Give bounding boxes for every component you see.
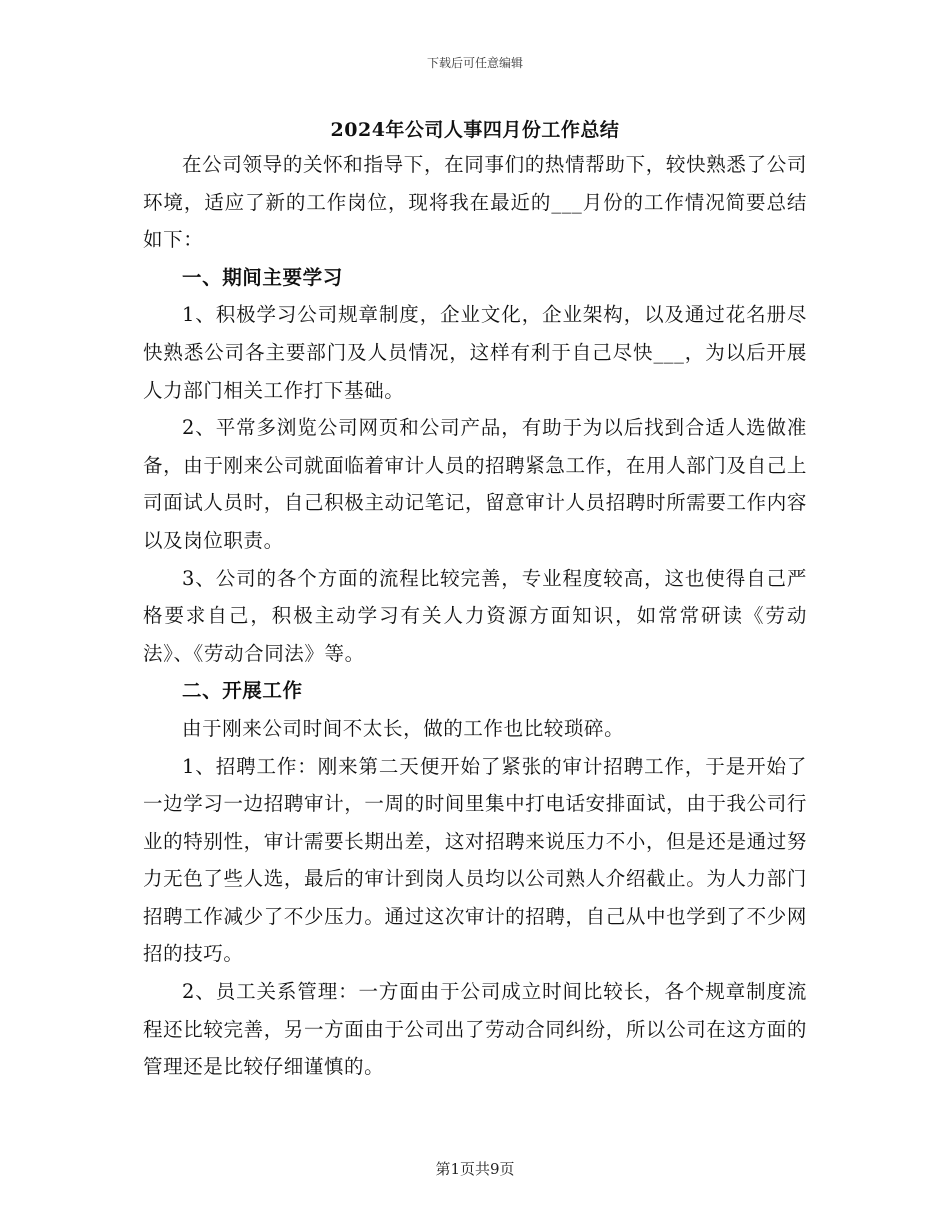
intro-paragraph: 在公司领导的关怀和指导下，在同事们的热情帮助下，较快熟悉了公司环境，适应了新的工作岗位，现将我在最近的___月份的工作情况简要总结如下：: [143, 153, 807, 252]
study-item-3: 3、公司的各个方面的流程比较完善，专业程度较高，这也使得自己严格要求自己，积极主动学习有关人力资源方面知识，如常常研读《劳动法》、《劳动合同法》等。: [143, 566, 807, 665]
document-body: [143, 146, 807, 1086]
work-intro-paragraph: 由于刚来公司时间不太长，做的工作也比较琐碎。: [182, 716, 625, 740]
work-item-recruitment: 1、招聘工作：刚来第二天便开始了紧张的审计招聘工作，于是开始了一边学习一边招聘审计，一周的时间里集中打电话安排面试，由于我公司行业的特别性，审计需要长期出差，这对招聘来说压力不小，但是还是通过努力无色了些人选，最后的审计到岗人员均以公司熟人介绍截止。为人力部门招聘工作减少了不少压力。通过这次审计的招聘，自己从中也学到了不少网招的技巧。: [143, 754, 807, 966]
study-item-2: 2、平常多浏览公司网页和公司产品，有助于为以后找到合适人选做准备，由于刚来公司就面临着审计人员的招聘紧急工作，在用人部门及自己上司面试人员时，自己积极主动记笔记，留意审计人员招聘时所需要工作内容以及岗位职责。: [143, 416, 807, 552]
work-item-employee-relations: 2、员工关系管理：一方面由于公司成立时间比较长，各个规章制度流程还比较完善，另一方面由于公司出了劳动合同纠纷，所以公司在这方面的管理还是比较仔细谨慎的。: [143, 980, 807, 1079]
study-item-1: 1、积极学习公司规章制度，企业文化，企业架构，以及通过花名册尽快熟悉公司各主要部门及人员情况，这样有利于自己尽快___，为以后开展人力部门相关工作打下基础。: [143, 303, 807, 402]
section-heading-study: 一、期间主要学习: [182, 265, 343, 289]
page-header-note: 下载后可任意编辑: [426, 56, 523, 70]
section-heading-work: 二、开展工作: [182, 679, 303, 703]
page-number: 第1页共9页: [435, 1160, 515, 1178]
document-title: 2024年公司人事四月份工作总结: [330, 119, 620, 141]
